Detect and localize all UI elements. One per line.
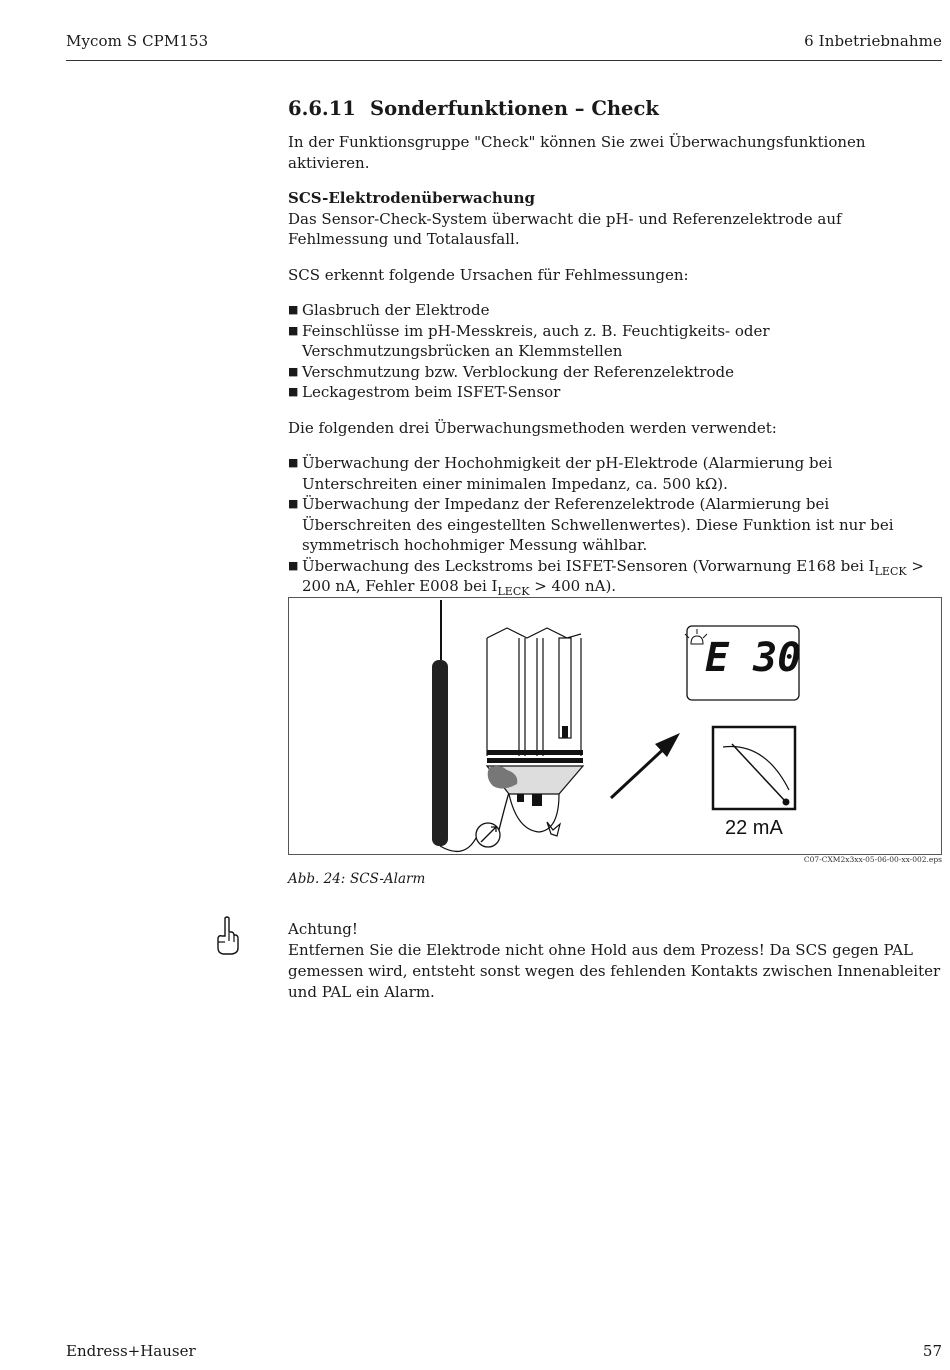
current-label: 22 mA: [725, 817, 783, 839]
lcd-text: E 30: [705, 635, 802, 681]
list-item: ■ Leckagestrom beim ISFET-Sensor: [288, 383, 561, 401]
warning-block: [288, 919, 943, 1003]
section-heading: [288, 96, 943, 122]
list-item: ■ Verschmutzung bzw. Verblockung der Referenzelektrode: [288, 362, 734, 381]
list-item: ■ Überwachung der Hochohmigkeit der pH-Elektrode (Alarmierung bei Unterschreiten einer minimalen Impedanz, ca. 500 kΩ).: [288, 454, 833, 493]
sub-heading: SCS-Elektrodenüberwachung: [288, 189, 536, 207]
warning-title: Achtung!: [288, 920, 358, 938]
caption-number: Abb. 24:: [288, 871, 346, 887]
list-item: ■ Überwachung des Leckstroms bei ISFET-Sensoren (Vorwarnung E168 bei $I_{LECK} > 200$ nA, Fehler E008 bei $I_{LECK} > 400$ nA).: [288, 556, 924, 598]
causes-list: [288, 300, 943, 403]
intro-paragraph: In der Funktionsgruppe "Check" können Sie zwei Überwachungsfunktionen aktivieren.: [288, 133, 866, 172]
scs-illustration: [289, 598, 943, 856]
methods-intro: Die folgenden drei Überwachungsmethoden werden verwendet:: [288, 418, 777, 437]
list-item: ■ Glasbruch der Elektrode: [288, 301, 490, 319]
main-content: [288, 96, 943, 612]
pointing-hand-icon: [214, 916, 240, 956]
caption-text: SCS-Alarm: [350, 871, 426, 887]
electrode-shape: [432, 660, 448, 846]
figure-file-reference: C07-CXM2x3xx-05-06-00-xx-002.eps: [803, 855, 942, 864]
figure-caption: [288, 871, 425, 887]
scs-alarm-figure: [288, 597, 942, 855]
section-title: Sonderfunktionen – Check: [370, 97, 659, 120]
footer-brand: Endress+Hauser: [66, 1342, 196, 1360]
causes-intro: SCS erkennt folgende Ursachen für Fehlmessungen:: [288, 265, 689, 284]
warning-text: Entfernen Sie die Elektrode nicht ohne Hold aus dem Prozess! Da SCS gegen PAL gemessen wird, entsteht sonst wegen des fehlenden Kontakts zwischen Innenableiter und PAL ein Alarm.: [288, 941, 941, 1001]
page-number: 57: [922, 1342, 942, 1360]
methods-list: [288, 453, 943, 597]
section-number: 6.6.11: [288, 97, 356, 120]
header-chapter: 6 Inbetriebnahme: [804, 32, 942, 50]
header-rule: [66, 60, 942, 61]
list-item: ■ Feinschlüsse im pH-Messkreis, auch z. B. Feuchtigkeits- oder Verschmutzungsbrücken an Klemmstellen: [288, 321, 770, 360]
header-doc-title: Mycom S CPM153: [66, 32, 209, 50]
sub-paragraph: Das Sensor-Check-System überwacht die pH- und Referenzelektrode auf Fehlmessung und Totalausfall.: [288, 209, 842, 248]
list-item: ■ Überwachung der Impedanz der Referenzelektrode (Alarmierung bei Überschreiten des eingestellten Schwellenwertes). Diese Funktion ist nur bei symmetrisch hochohmiger Messung wählbar.: [288, 495, 894, 554]
